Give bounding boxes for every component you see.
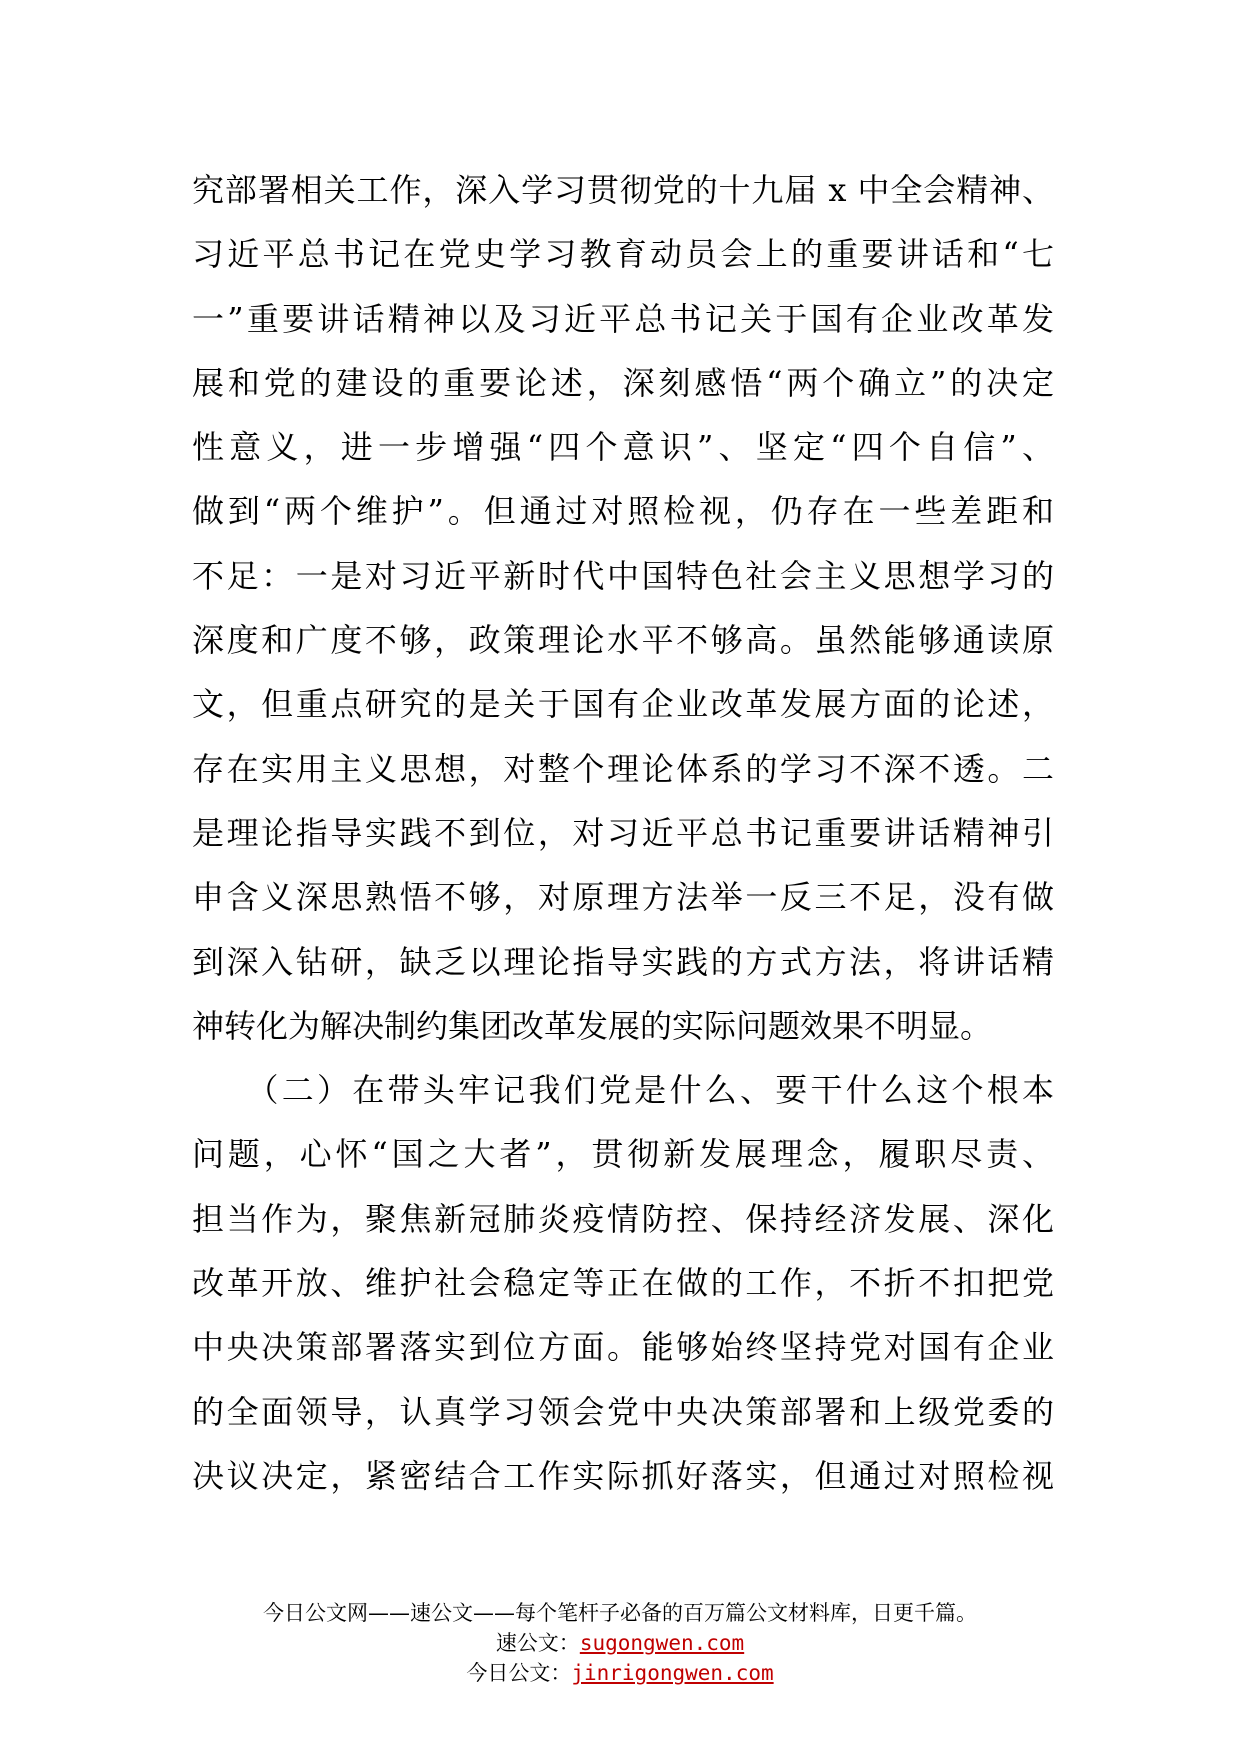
text-line: 神转化为解决制约集团改革发展的实际问题效果不明显。: [192, 1006, 993, 1045]
footer-site-2: [0, 1658, 1240, 1688]
text-line: 决议决定，紧密结合工作实际抓好落实，但通过对照检视: [192, 1456, 1054, 1495]
text-line: 文，但重点研究的是关于国有企业改革发展方面的论述，: [192, 685, 1054, 724]
footer-site-1: [0, 1628, 1240, 1658]
text-line: 问题，心怀“国之大者”，贯彻新发展理念，履职尽责、: [192, 1135, 1054, 1174]
text-line: 习近平总书记在党史学习教育动员会上的重要讲话和“七: [192, 235, 1054, 274]
text-line: （二）在带头牢记我们党是什么、要干什么这个根本: [192, 1071, 1054, 1110]
text-line: 中央决策部署落实到位方面。能够始终坚持党对国有企业: [192, 1328, 1054, 1367]
footer-tagline: 今日公文网——速公文——每个笔杆子必备的百万篇公文材料库，日更千篇。: [263, 1601, 977, 1625]
text-line: 申含义深思熟悟不够，对原理方法举一反三不足，没有做: [192, 878, 1054, 917]
text-line: 到深入钻研，缺乏以理论指导实践的方式方法，将讲话精: [192, 942, 1054, 981]
text-line: 做到“两个维护”。但通过对照检视，仍存在一些差距和: [192, 492, 1054, 531]
text-line: 展和党的建设的重要论述，深刻感悟“两个确立”的决定: [192, 363, 1054, 402]
footer-site-2-label: 今日公文：: [466, 1661, 572, 1685]
text-line: 一”重要讲话精神以及习近平总书记关于国有企业改革发: [192, 299, 1054, 338]
text-line: 深度和广度不够，政策理论水平不够高。虽然能够通读原: [192, 621, 1054, 660]
footer-site-1-link[interactable]: sugongwen.com: [579, 1631, 745, 1655]
text-line: 担当作为，聚焦新冠肺炎疫情防控、保持经济发展、深化: [192, 1199, 1054, 1238]
footer-site-1-label: 速公文：: [495, 1631, 580, 1655]
text-line: 存在实用主义思想，对整个理论体系的学习不深不透。二: [192, 749, 1054, 788]
text-line: 究部署相关工作，深入学习贯彻党的十九届 x 中全会精神、: [192, 171, 1054, 209]
footer-site-2-link[interactable]: jinrigongwen.com: [571, 1661, 774, 1685]
text-line: 不足：一是对习近平新时代中国特色社会主义思想学习的: [192, 556, 1054, 595]
page-footer: [0, 1598, 1240, 1688]
text-line: 性意义，进一步增强“四个意识”、坚定“四个自信”、: [192, 428, 1054, 467]
text-line: 改革开放、维护社会稳定等正在做的工作，不折不扣把党: [192, 1264, 1054, 1303]
text-line: 是理论指导实践不到位，对习近平总书记重要讲话精神引: [192, 813, 1054, 852]
document-body: [192, 158, 1054, 1508]
text-line: 的全面领导，认真学习领会党中央决策部署和上级党委的: [192, 1392, 1054, 1431]
